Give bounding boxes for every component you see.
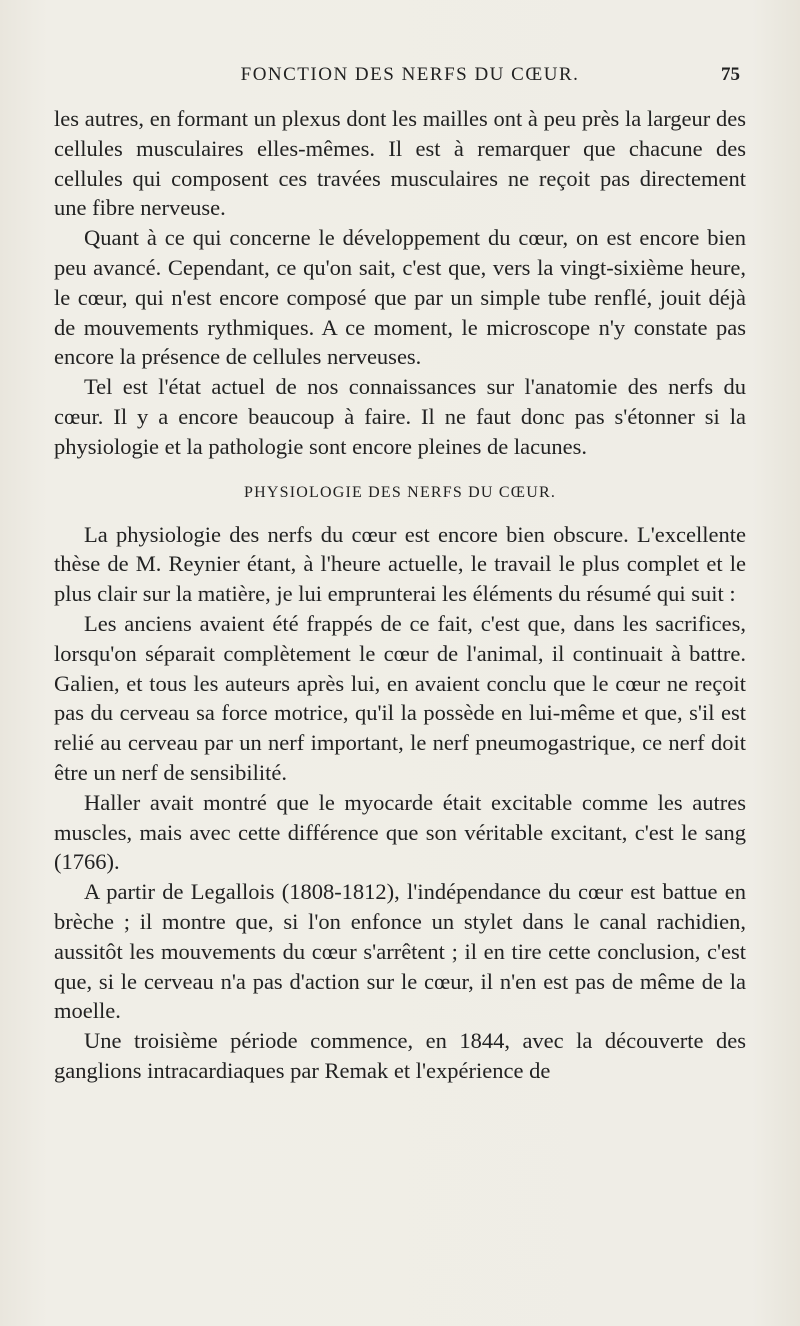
paragraph: Tel est l'état actuel de nos connaissances sur l'anatomie des nerfs du cœur. Il y a encore beaucoup à faire. Il ne faut donc pas s'étonner si la physiologie et la pathologie sont encore pleines de lacunes. — [54, 374, 746, 459]
paragraph: Les anciens avaient été frappés de ce fait, c'est que, dans les sacrifices, lorsqu'on séparait complètement le cœur de l'animal, il continuait à battre. Galien, et tous les auteurs après lui, en avaient conclu que le cœur ne reçoit pas du cerveau sa force motrice, qu'il la possède en lui-même et que, s'il est relié au cerveau par un nerf important, le nerf pneumogastrique, ce nerf doit être un nerf de sensibilité. — [54, 610, 746, 785]
body-text — [54, 104, 746, 1086]
page-number: 75 — [721, 64, 740, 85]
paragraph: Quant à ce qui concerne le développement du cœur, on est encore bien peu avancé. Cependant, ce qu'on sait, c'est que, vers la vingt-sixième heure, le cœur, qui n'est encore composé que par un simple tube renflé, jouit déjà de mouvements rythmiques. A ce moment, le microscope n'y constate pas encore la présence de cellules nerveuses. — [54, 225, 746, 370]
paragraph: Haller avait montré que le myocarde était excitable comme les autres muscles, mais avec cette différence que son véritable excitant, c'est le sang (1766). — [54, 789, 746, 875]
paragraph: La physiologie des nerfs du cœur est encore bien obscure. L'excellente thèse de M. Reynier étant, à l'heure actuelle, le travail le plus complet et le plus clair sur la matière, je lui emprunterai les éléments du résumé qui suit : — [54, 521, 746, 607]
paragraph: les autres, en formant un plexus dont les mailles ont à peu près la largeur des cellules musculaires elles-mêmes. Il est à remarquer que chacune des cellules qui composent ces travées musculaires ne reçoit pas directement une fibre nerveuse. — [54, 106, 746, 221]
section-heading: PHYSIOLOGIE DES NERFS DU CŒUR. — [243, 483, 557, 501]
paragraph: A partir de Legallois (1808-1812), l'indépendance du cœur est battue en brèche ; il montre que, si l'on enfonce un stylet dans le canal rachidien, aussitôt les mouvements du cœur s'arrêtent ; il en tire cette conclusion, c'est que, si le cerveau n'a pas d'action sur le cœur, il n'en est pas de même de la moelle. — [54, 879, 746, 1024]
paragraph: Une troisième période commence, en 1844, avec la découverte des ganglions intracardiaques par Remak et l'expérience de — [54, 1028, 746, 1083]
page-header — [110, 62, 740, 90]
running-title: FONCTION DES NERFS DU CŒUR. — [240, 64, 580, 85]
